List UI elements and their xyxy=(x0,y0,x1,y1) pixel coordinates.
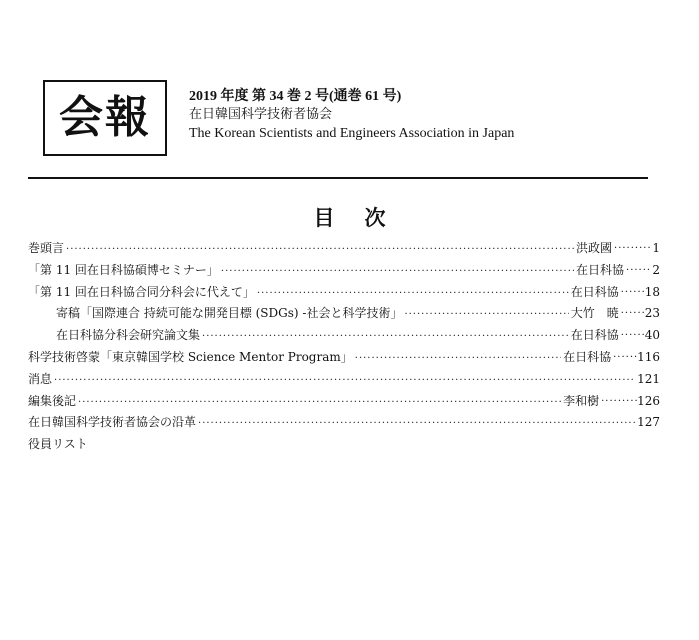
toc-entry-author: 在日科協 xyxy=(570,284,619,299)
toc-entry[interactable] xyxy=(28,391,660,413)
dot-leader xyxy=(202,326,569,347)
toc-entry-page: 40 xyxy=(644,328,660,343)
toc-entry-title: 巻頭言 xyxy=(28,241,65,255)
header-divider xyxy=(28,177,648,179)
toc-entry-title: 消息 xyxy=(28,371,53,386)
toc-entry-page: 23 xyxy=(644,306,660,321)
org-name-japanese: 在日韓国科学技術者協会 xyxy=(189,107,333,122)
dot-leader xyxy=(613,347,637,369)
toc-entry-title: 「第 11 回在日科協合同分科会に代えて」 xyxy=(28,284,255,299)
dot-leader xyxy=(621,282,645,304)
dot-leader xyxy=(601,391,637,413)
issue-info: 2019 年度 第 34 巻 2 号(通巻 61 号) xyxy=(189,89,402,104)
toc-entry-page: 1 xyxy=(652,241,660,255)
toc-entry-author: 大竹 暁 xyxy=(570,306,619,321)
toc-entry-page: 127 xyxy=(637,415,660,430)
toc-title: 目次 xyxy=(313,206,416,230)
toc-entry[interactable] xyxy=(28,434,660,456)
toc-entry-page: 18 xyxy=(644,284,660,299)
dot-leader xyxy=(621,325,645,347)
dot-leader xyxy=(614,238,650,260)
toc-entry-title: 「第 11 回在日科協碩博セミナー」 xyxy=(28,262,219,277)
toc-entry-title: 科学技術啓蒙「東京韓国学校 Science Mentor Program」 xyxy=(28,349,353,364)
org-name-english: The Korean Scientists and Engineers Association in Japan xyxy=(189,126,515,141)
toc-entry[interactable] xyxy=(28,282,660,304)
toc-entry-author: 在日科協 xyxy=(563,349,612,364)
table-of-contents xyxy=(28,238,660,456)
toc-entry-author: 在日科協 xyxy=(570,328,619,343)
journal-logo xyxy=(43,80,167,156)
toc-entry-author: 洪政國 xyxy=(576,241,613,255)
dot-leader xyxy=(355,348,561,369)
toc-entry-page: 126 xyxy=(637,393,660,408)
toc-entry-author: 在日科協 xyxy=(576,262,625,277)
toc-entry[interactable] xyxy=(28,369,660,391)
dot-leader xyxy=(626,260,650,282)
dot-leader xyxy=(621,303,645,325)
toc-entry[interactable] xyxy=(28,412,660,434)
dot-leader xyxy=(198,413,635,434)
toc-entry-title: 役員リスト xyxy=(28,437,88,452)
toc-entry-title: 在日科協分科会研究論文集 xyxy=(56,328,201,343)
toc-entry-page: 116 xyxy=(637,349,660,364)
header-info xyxy=(189,88,514,143)
toc-entry-page: 121 xyxy=(637,371,660,386)
toc-entry[interactable] xyxy=(28,303,660,325)
toc-entry[interactable] xyxy=(28,238,660,260)
toc-entry[interactable] xyxy=(28,325,660,347)
toc-entry[interactable] xyxy=(28,347,660,369)
dot-leader xyxy=(257,283,569,304)
dot-leader xyxy=(221,261,574,282)
toc-entry-title: 在日韓国科学技術者協会の沿革 xyxy=(28,415,197,430)
toc-entry[interactable] xyxy=(28,260,660,282)
toc-entry-author: 李和樹 xyxy=(563,393,600,408)
toc-entry-title: 編集後記 xyxy=(28,393,77,408)
dot-leader xyxy=(78,392,561,413)
toc-entry-title: 寄稿「国際連合 持続可能な開発目標 (SDGs) -社会と科学技術」 xyxy=(56,306,403,321)
dot-leader xyxy=(404,304,568,325)
logo-text: 会報 xyxy=(59,92,151,143)
toc-entry-page: 2 xyxy=(652,262,660,277)
dot-leader xyxy=(66,239,574,260)
dot-leader xyxy=(54,370,635,391)
